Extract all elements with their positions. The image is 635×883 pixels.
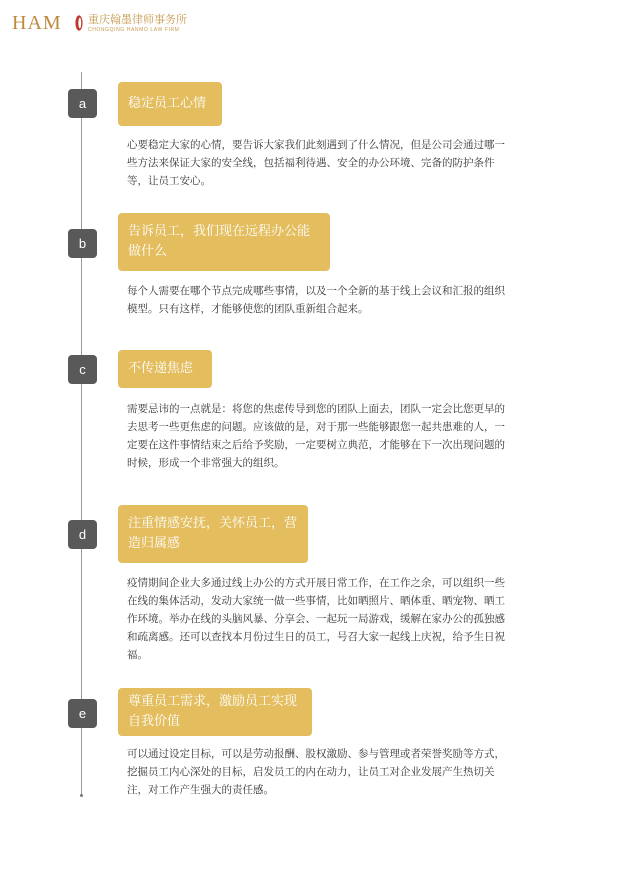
step-title-d [118, 505, 308, 563]
step-marker-c: c [68, 355, 97, 384]
timeline-line [81, 72, 82, 796]
step-marker-e: e [68, 699, 97, 728]
step-title-b [118, 213, 330, 271]
step-title-text: 稳定员工心情 [128, 96, 207, 111]
step-description-b: 每个人需要在哪个节点完成哪些事情，以及一个全新的基于线上会议和汇报的组织模型。只有这样，才能够使您的团队重新组合起来。 [127, 285, 505, 315]
step-title-a [118, 82, 222, 126]
logo-ham-text: HAM [12, 12, 62, 34]
step-title-text: 不传递焦虑 [128, 361, 194, 376]
step-description-e: 可以通过设定目标，可以是劳动报酬、股权激励、参与管理或者荣誉奖励等方式，挖掘员工内心深处的目标，启发员工的内在动力，让员工对企业发展产生热切关注，对工作产生强大的责任感。 [127, 748, 505, 796]
step-marker-a: a [68, 89, 97, 118]
step-title-text: 注重情感安抚，关怀员工，营造归属感 [128, 516, 298, 551]
timeline-end-dot [80, 794, 83, 797]
step-marker-b: b [68, 229, 97, 258]
logo-chinese-name: 重庆翰墨律师事务所 [88, 13, 187, 26]
step-description-c: 需要忌讳的一点就是：将您的焦虑传导到您的团队上面去，团队一定会比您更早的去思考一些更焦虑的问题。应该做的是，对于那一些能够跟您一起共患难的人，一定要在这件事情结束之后给予奖励，一定要树立典范，才能够在下一次出现问题的时候，形成一个非常强大的组织。 [127, 403, 505, 469]
step-title-text: 告诉员工，我们现在远程办公能做什么 [128, 224, 311, 259]
step-description-a: 心要稳定大家的心情，要告诉大家我们此刻遇到了什么情况，但是公司会通过哪一些方法来保证大家的安全线，包括福利待遇、安全的办公环境、完备的防护条件等，让员工安心。 [127, 139, 505, 187]
step-title-c [118, 350, 212, 388]
step-title-text: 尊重员工需求，激励员工实现自我价值 [128, 694, 298, 729]
logo-mark-icon [74, 14, 84, 32]
step-title-e [118, 688, 312, 736]
step-description-d: 疫情期间企业大多通过线上办公的方式开展日常工作，在工作之余，可以组织一些在线的集体活动，发动大家统一做一些事情，比如晒照片、晒体重、晒宠物、晒工作环境。举办在线的头脑风暴、分享会、一起玩一局游戏，缓解在家办公的孤独感和疏离感。还可以查找本月份过生日的员工，号召大家一起线上庆祝，给予生日祝福。 [127, 577, 505, 661]
logo-english-name: CHONGQING HANMO LAW FIRM [88, 27, 180, 33]
step-marker-d: d [68, 520, 97, 549]
